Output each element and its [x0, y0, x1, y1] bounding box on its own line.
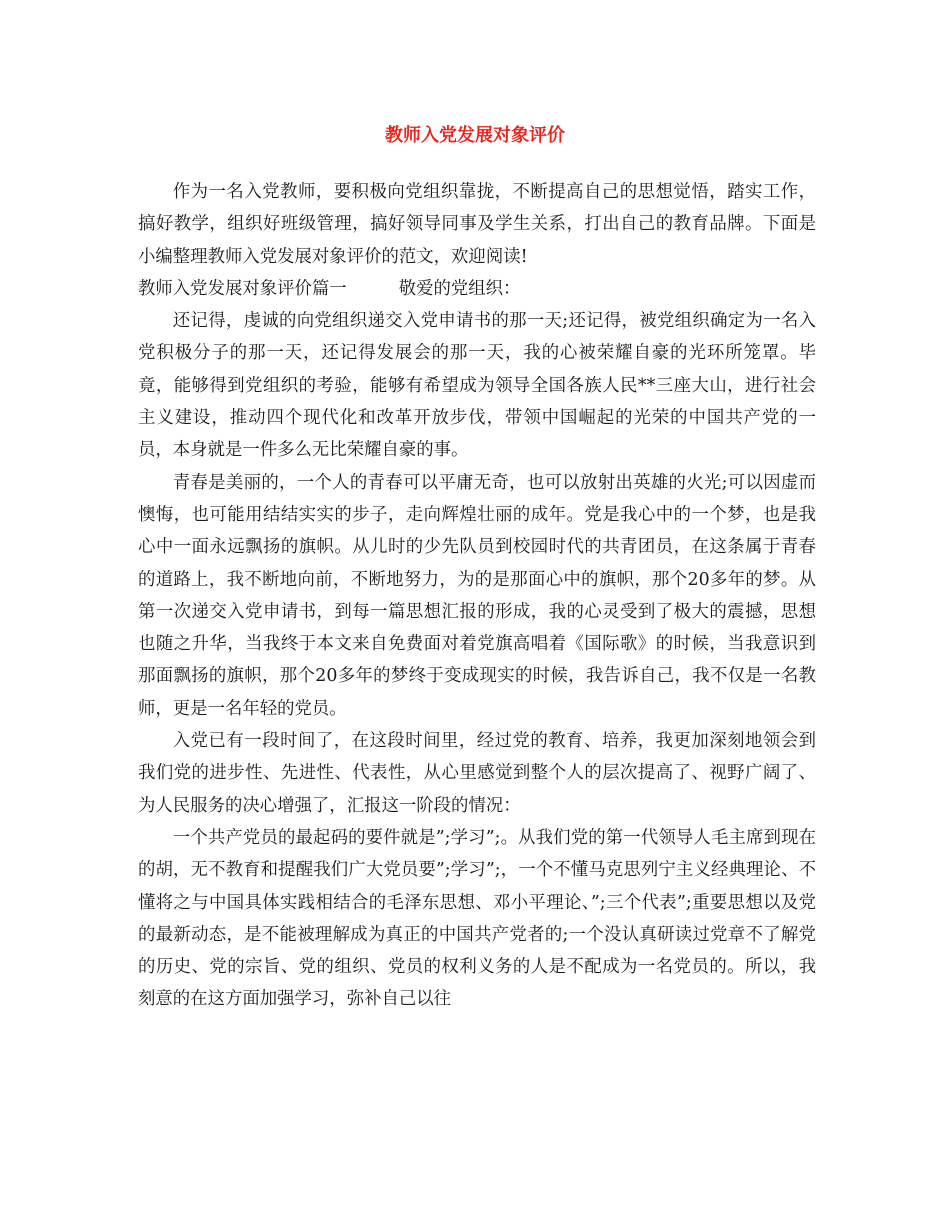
document-body	[138, 176, 816, 1016]
document-title: 教师入党发展对象评价	[385, 125, 565, 146]
body-paragraph-3: 入党已有一段时间了，在这段时间里，经过党的教育、培养，我更加深刻地领会到我们党的进步性、先进性、代表性，从心里感觉到整个人的层次提高了、视野广阔了、为人民服务的决心增强了，汇报这一阶段的情况：	[138, 731, 816, 816]
section-heading-line	[138, 273, 816, 305]
body-paragraph-4: 一个共产党员的最起码的要件就是”;学习”;。从我们党的第一代领导人毛主席到现在的胡，无不教育和提醒我们广大党员要”;学习”;，一个不懂马克思列宁主义经典理论、不懂将之与中国具体实践相结合的毛泽东思想、邓小平理论、”;三个代表”;重要思想以及党的最新动态，是不能被理解成为真正的中国共产党者的;一个没认真研读过党章不了解党的历史、党的宗旨、党的组织、党员的权利义务的人是不配成为一名党员的。所以，我刻意的在这方面加强学习，弥补自己以往	[138, 827, 816, 1010]
body-paragraph-2: 青春是美丽的，一个人的青春可以平庸无奇，也可以放射出英雄的火光;可以因虚而懊悔，也可能用结结实实的步子，走向辉煌壮丽的成年。党是我心中的一个梦，也是我心中一面永远飘扬的旗帜。从儿时的少先队员到校园时代的共青团员，在这条属于青春的道路上，我不断地向前，不断地努力，为的是那面心中的旗帜，那个20多年的梦。从第一次递交入党申请书，到每一篇思想汇报的形成，我的心灵受到了极大的震撼，思想也随之升华，当我终于本文来自免费面对着党旗高唱着《国际歌》的时候，当我意识到那面飘扬的旗帜，那个20多年的梦终于变成现实的时候，我告诉自己，我不仅是一名教师，更是一名年轻的党员。	[138, 472, 816, 719]
body-paragraph-1: 还记得，虔诚的向党组织递交入党申请书的那一天;还记得，被党组织确定为一名入党积极分子的那一天，还记得发展会的那一天，我的心被荣耀自豪的光环所笼罩。毕竟，能够得到党组织的考验，能够有希望成为领导全国各族人民**三座大山，进行社会主义建设，推动四个现代化和改革开放步伐，带领中国崛起的光荣的中国共产党的一员，本身就是一件多么无比荣耀自豪的事。	[138, 311, 816, 461]
salutation: 敬爱的党组织：	[398, 278, 521, 299]
section-label: 教师入党发展对象评价篇一	[138, 278, 347, 299]
intro-paragraph: 作为一名入党教师，要积极向党组织靠拢，不断提高自己的思想觉悟，踏实工作，搞好教学，组织好班级管理，搞好领导同事及学生关系，打出自己的教育品牌。下面是小编整理教师入党发展对象评价的范文，欢迎阅读!	[138, 182, 816, 267]
